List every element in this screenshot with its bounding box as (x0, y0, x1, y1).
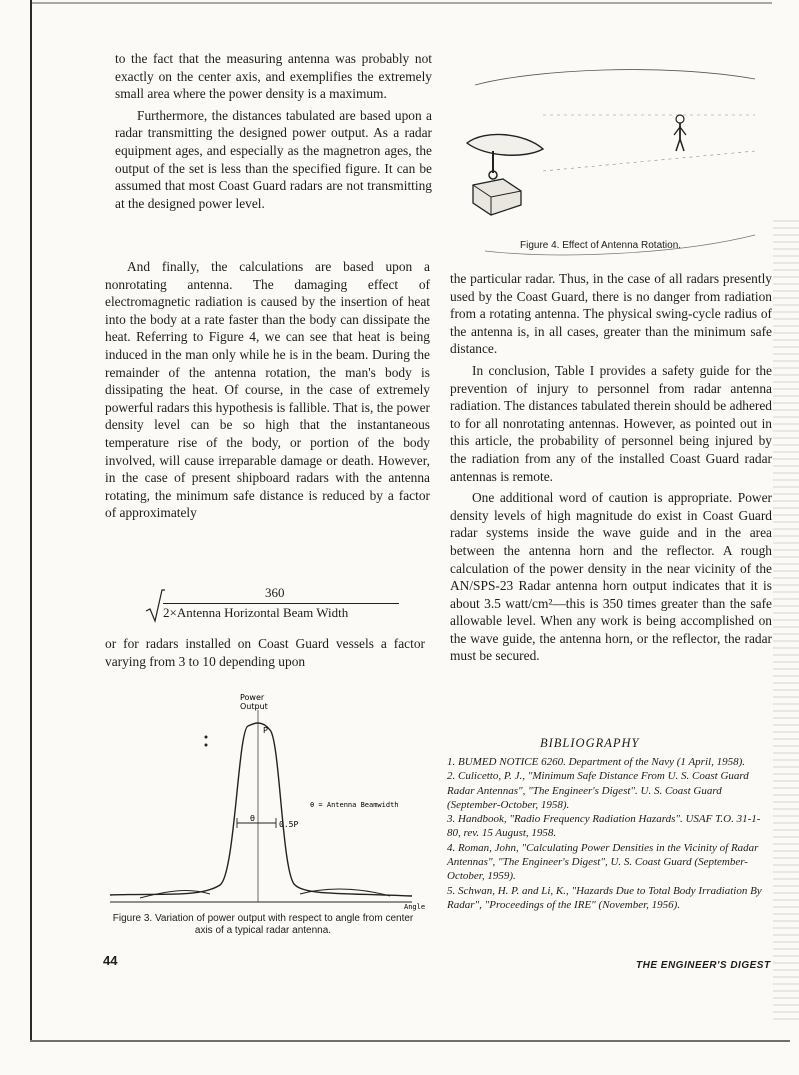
bibliography-heading: BIBLIOGRAPHY (540, 736, 640, 750)
publication-title: THE ENGINEER'S DIGEST (636, 960, 771, 971)
scan-edge-top (32, 2, 772, 4)
bibliography-entry: 1. BUMED NOTICE 6260. Department of the Navy (1 April, 1958). (447, 756, 745, 768)
theta-label: θ (250, 814, 255, 823)
bibliography-list (447, 755, 767, 912)
paragraph: One additional word of caution is appropriate. Power density levels of high magnitude do exist in Coast Guard radar systems inside the wave guide and in the area between the antenna horn and the reflector. A rough calculation of the power density in the near vicinity of the AN/SPS-23 Radar antenna horn output indicates that it is about 3.5 watt/cm²—this is 350 times greater than the safe allowable level. When any work is being accomplished on the wave guide, the antenna horn, or the reflector, the radar must be secured. (450, 490, 772, 664)
bibliography-entry: 3. Handbook, "Radio Frequency Radiation Hazards". USAF T.O. 31-1-80, rev. 15 August, 1958. (447, 813, 761, 840)
rotation-arc (475, 70, 755, 85)
paragraph: And finally, the calculations are based upon a nonrotating antenna. The damaging effect of electromagnetic radiation is caused by the insertion of heat into the body at a rate faster than the body can dissipate the heat. Referring to Figure 4, we can see that heat is being induced in the man only while he is in the beam. During the remainder of the antenna rotation, the man's body is dissipating the heat. Of course, in the case of extremely powerful radars this hypothesis is fallible. That is, the power density level can be so high that the instantaneous temperature rise of the body, or portion of the body involved, will cause irreparable damage or death. However, in the case of present shipboard radars with the antenna rotating, the minimum safe distance is reduced by a factor of approximately (105, 259, 430, 521)
bibliography-entry: 4. Roman, John, "Calculating Power Densities in the Vicinity of Radar Antennas", "The Engineer's Digest", U. S. Coast Guard (September-October, 1959). (447, 841, 759, 883)
fraction-bar (163, 603, 399, 604)
antenna-reflector (467, 134, 543, 155)
figure-3-beam-pattern (100, 690, 430, 915)
power-curve (110, 723, 412, 896)
page-number: 44 (103, 953, 118, 968)
bibliography-entry: 5. Schwan, H. P. and Li, K., "Hazards Due to Total Body Irradiation By Radar", "Proceedings of the IRE" (November, 1956). (447, 884, 762, 911)
antenna-pedestal (473, 179, 521, 215)
paragraph: In conclusion, Table I provides a safety guide for the prevention of injury to personnel from radar antenna radiation. The distances tabulated therein should be adhered to for all nonrotating antennas. However, as pointed out in this article, the probability of personnel being injured by the radiation from any of the installed Coast Guard radar antennas is remote. (450, 362, 772, 484)
y-axis-label: Power (240, 693, 265, 702)
figure-4-caption: Figure 4. Effect of Antenna Rotation. (520, 240, 682, 251)
right-column (450, 270, 772, 669)
bibliography-entry: 2. Culicetto, P. J., "Minimum Safe Distance From U. S. Coast Guard Radar Antennas", "The Engineer's Digest". U. S. Coast Guard (September-October, 1958). (447, 770, 749, 811)
figure-3-caption: Figure 3. Variation of power output with respect to angle from center axis of a typical radar antenna. (112, 913, 414, 936)
x-axis-label: Angle (404, 903, 426, 911)
reduction-factor-formula (145, 585, 405, 621)
figure-4-antenna-rotation (455, 55, 765, 260)
half-power-label: 0.5P (279, 820, 299, 829)
paragraph: Furthermore, the distances tabulated are based upon a radar transmitting the designed power output. As a radar equipment ages, and especially as the magnetron ages, the output of the set is less than the specified figure. It can be assumed that most Coast Guard radars are not transmitting at the designed power level. (115, 107, 432, 211)
man-figure-icon (676, 115, 684, 123)
beamwidth-legend: θ = Antenna Beamwidth (310, 801, 399, 809)
left-column-top (115, 50, 432, 216)
left-column-middle (105, 258, 430, 526)
y-axis-label: Output (240, 702, 268, 711)
formula-denominator: 2×Antenna Horizontal Beam Width (163, 605, 349, 620)
scan-edge-bottom (30, 1040, 790, 1042)
paragraph: the particular radar. Thus, in the case of all radars presently used by the Coast Guard, there is no danger from radiation from a rotating antenna. The physical swing-cycle radius of the antenna is, in all cases, greater than the minimum safe distance. (450, 271, 772, 357)
paragraph: or for radars installed on Coast Guard vessels a factor varying from 3 to 10 depending upon (105, 636, 425, 669)
scan-noise-right (773, 220, 799, 1020)
peak-label: P (263, 726, 268, 735)
scan-edge-left (30, 0, 32, 1040)
square-root-icon (145, 589, 165, 623)
formula-numerator: 360 (265, 585, 285, 600)
paragraph: to the fact that the measuring antenna was probably not exactly on the center axis, and exemplifies the extremely small area where the power density is a maximum. (115, 51, 432, 102)
left-column-bottom (105, 635, 425, 674)
